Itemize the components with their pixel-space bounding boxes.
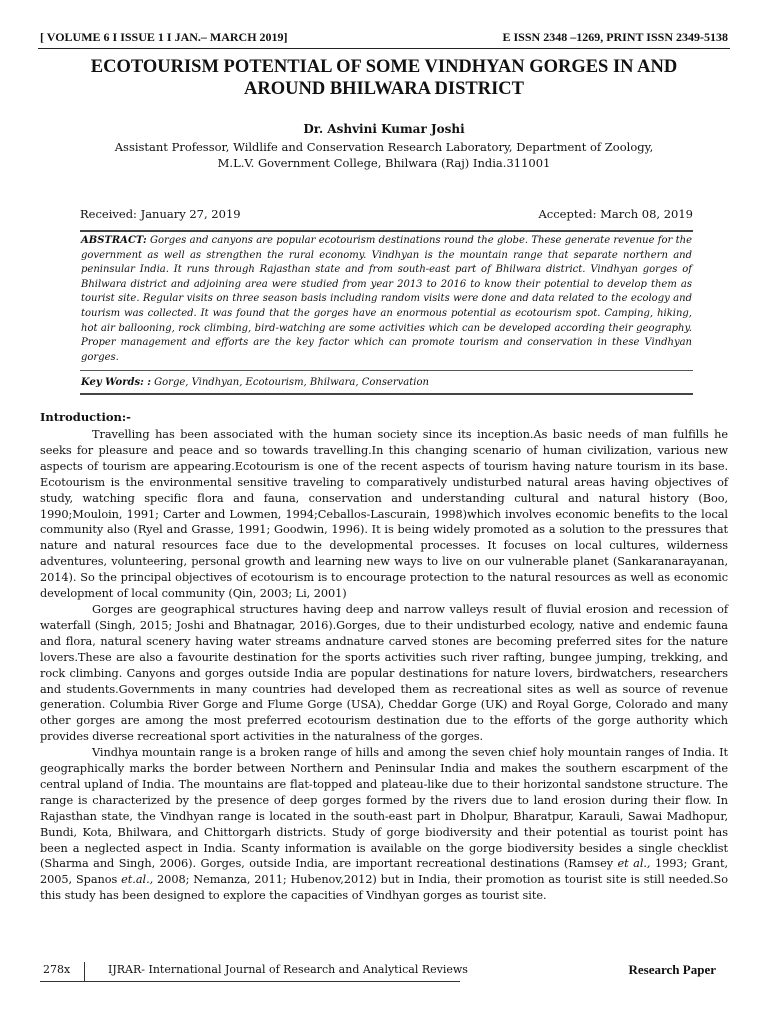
- section-heading-introduction: Introduction:-: [40, 410, 131, 424]
- paragraph-1: Travelling has been associated with the human society since its inception.As basic needs of man fulfills he seeks for pleasure and peace and so towards travelling.In this changing scenario of human civilization, various new aspects of tourism are appearing.Ecotourism is one of the recent aspects of tourism having nature tourism in its base. Ecotourism is the environmental sensitive traveling to comparatively undisturbed natural areas having objectives of study, watching specific flora and fauna, conservation and understanding cultural and natural history (Boo, 1990;Mouloin, 1991; Carter and Lowmen, 1994;Ceballos-Lascurain, 1998)which involves economic benefits to the local community also (Ryel and Grasse, 1991; Goodwin, 1996). It is being widely promoted as a solution to the pressures that nature and natural resources face due to the developmental processes. It focuses on local cultures, wilderness adventures, volunteering, personal growth and learning new ways to live on our vulnerable planet (Sankaranarayanan, 2014). So the principal objectives of ecotourism is to encourage protection to the natural resources as well as economic development of local community (Qin, 2003; Li, 2001): [40, 428, 728, 601]
- journal-name: IJRAR- International Journal of Research and Analytical Reviews: [108, 963, 468, 976]
- running-header: [40, 30, 728, 46]
- page-number-box: [40, 962, 85, 982]
- received-date: Received: January 27, 2019: [80, 207, 241, 221]
- abstract-label: ABSTRACT:: [81, 235, 147, 246]
- author-affiliation: [60, 139, 708, 171]
- et-al-2: et.al.,: [121, 873, 154, 887]
- keywords-bottom-rule: [80, 393, 693, 395]
- paper-type-label: Research Paper: [628, 962, 716, 977]
- page-number: 278x: [43, 963, 71, 976]
- keywords-text: Gorge, Vindhyan, Ecotourism, Bhilwara, Conservation: [154, 377, 429, 388]
- paragraph-2: Gorges are geographical structures having deep and narrow valleys result of fluvial erosion and recession of waterfall (Singh, 2015; Joshi and Bhatnagar, 2016).Gorges, due to their undisturbed ecology, native and endemic fauna and flora, natural scenery having water streams andnature carved stones are becoming preferred sites for the nature lovers.These are also a favourite destination for the sports activities such river rafting, bungee jumping, trekking, and rock climbing. Canyons and gorges outside India are popular destinations for nature lovers, birdwatchers, researchers and students.Governments in many countries had developed them as recreational sites as well as source of revenue generation. Columbia River Gorge and Flume Gorge (USA), Cheddar Gorge (UK) and Royal Gorge, Colorado and many other gorges are among the most preferred ecotourism destination due to the efforts of the gorge authority which provides diverse recreational sport activities in the naturalness of the gorges.: [40, 602, 728, 744]
- header-rule: [38, 48, 730, 49]
- issn-info: E ISSN 2348 –1269, PRINT ISSN 2349-5138: [502, 30, 728, 44]
- paragraph-3-part-b: 1993; Grant, 2005, Spanos: [40, 857, 729, 887]
- keywords: [81, 377, 692, 388]
- issue-info: [ VOLUME 6 I ISSUE 1 I JAN.– MARCH 2019]: [40, 30, 288, 44]
- abstract-top-rule: [80, 230, 693, 232]
- paper-title: ECOTOURISM POTENTIAL OF SOME VINDHYAN GORGES IN AND AROUND BHILWARA DISTRICT: [90, 57, 678, 99]
- keywords-label: Key Words: :: [81, 377, 151, 388]
- affiliation-line-2: M.L.V. Government College, Bhilwara (Raj) India.311001: [217, 156, 551, 170]
- page-footer: [40, 962, 728, 984]
- author-name: Dr. Ashvini Kumar Joshi: [303, 122, 465, 136]
- footer-rule: [40, 981, 460, 982]
- abstract-text: Gorges and canyons are popular ecotourism destinations round the globe. These generate revenue for the government as well as strengthen the rural economy. Vindhyan is the mountain range that separate northern and peninsular India. It runs through Rajasthan state and from south-east part of Bhilwara district. Vindhyan gorges of Bhilwara district and adjoining area were studied from year 2013 to 2016 to know their potential to develop them as tourist site. Regular visits on three season basis including random visits were done and data related to the ecology and tourism was collected. It was found that the gorges have an enormous potential as ecotourism spot. Camping, hiking, hot air ballooning, rock climbing, bird-watching are some activities which can be developed according their geography. Proper management and efforts are the key factor which can promote tourism and conservation in these Vindhyan gorges.: [81, 235, 692, 363]
- introduction-body: [40, 427, 728, 904]
- keywords-top-rule: [80, 370, 693, 371]
- accepted-date: Accepted: March 08, 2019: [538, 207, 693, 221]
- paragraph-3-part-a: Vindhya mountain range is a broken range of hills and among the seven chief holy mountain ranges of India. It geographically marks the border between Northern and Peninsular India and makes the southern escarpment of the central upland of India. The mountains are flat-topped and plateau-like due to their horizontal sandstone structure. The range is characterized by the presence of deep gorges formed by the rivers due to land erosion during their flow. In Rajasthan state, the Vindhyan range is located in the south-east part in Dholpur, Bharatpur, Karauli, Sawai Madhopur, Bundi, Kota, Bhilwara, and Chittorgarh districts. Study of gorge biodiversity and their potential as tourist point has been a neglected aspect in India. Scanty information is available on the gorge biodiversity besides a single checklist (Sharma and Singh, 2006). Gorges, outside India, are important recreational destinations (Ramsey: [40, 746, 728, 871]
- affiliation-line-1: Assistant Professor, Wildlife and Conservation Research Laboratory, Department of Zoology,: [114, 140, 654, 154]
- paragraph-3: [40, 745, 728, 904]
- paragraph-3-part-c: 2008; Nemanza, 2011; Hubenov,2012) but in India, their promotion as tourist site is still needed.So this study has been designed to explore the capacities of Vindhyan gorges as tourist site.: [40, 873, 728, 903]
- et-al-1: et al.,: [617, 857, 651, 871]
- abstract: [81, 234, 692, 365]
- submission-dates: [80, 207, 693, 223]
